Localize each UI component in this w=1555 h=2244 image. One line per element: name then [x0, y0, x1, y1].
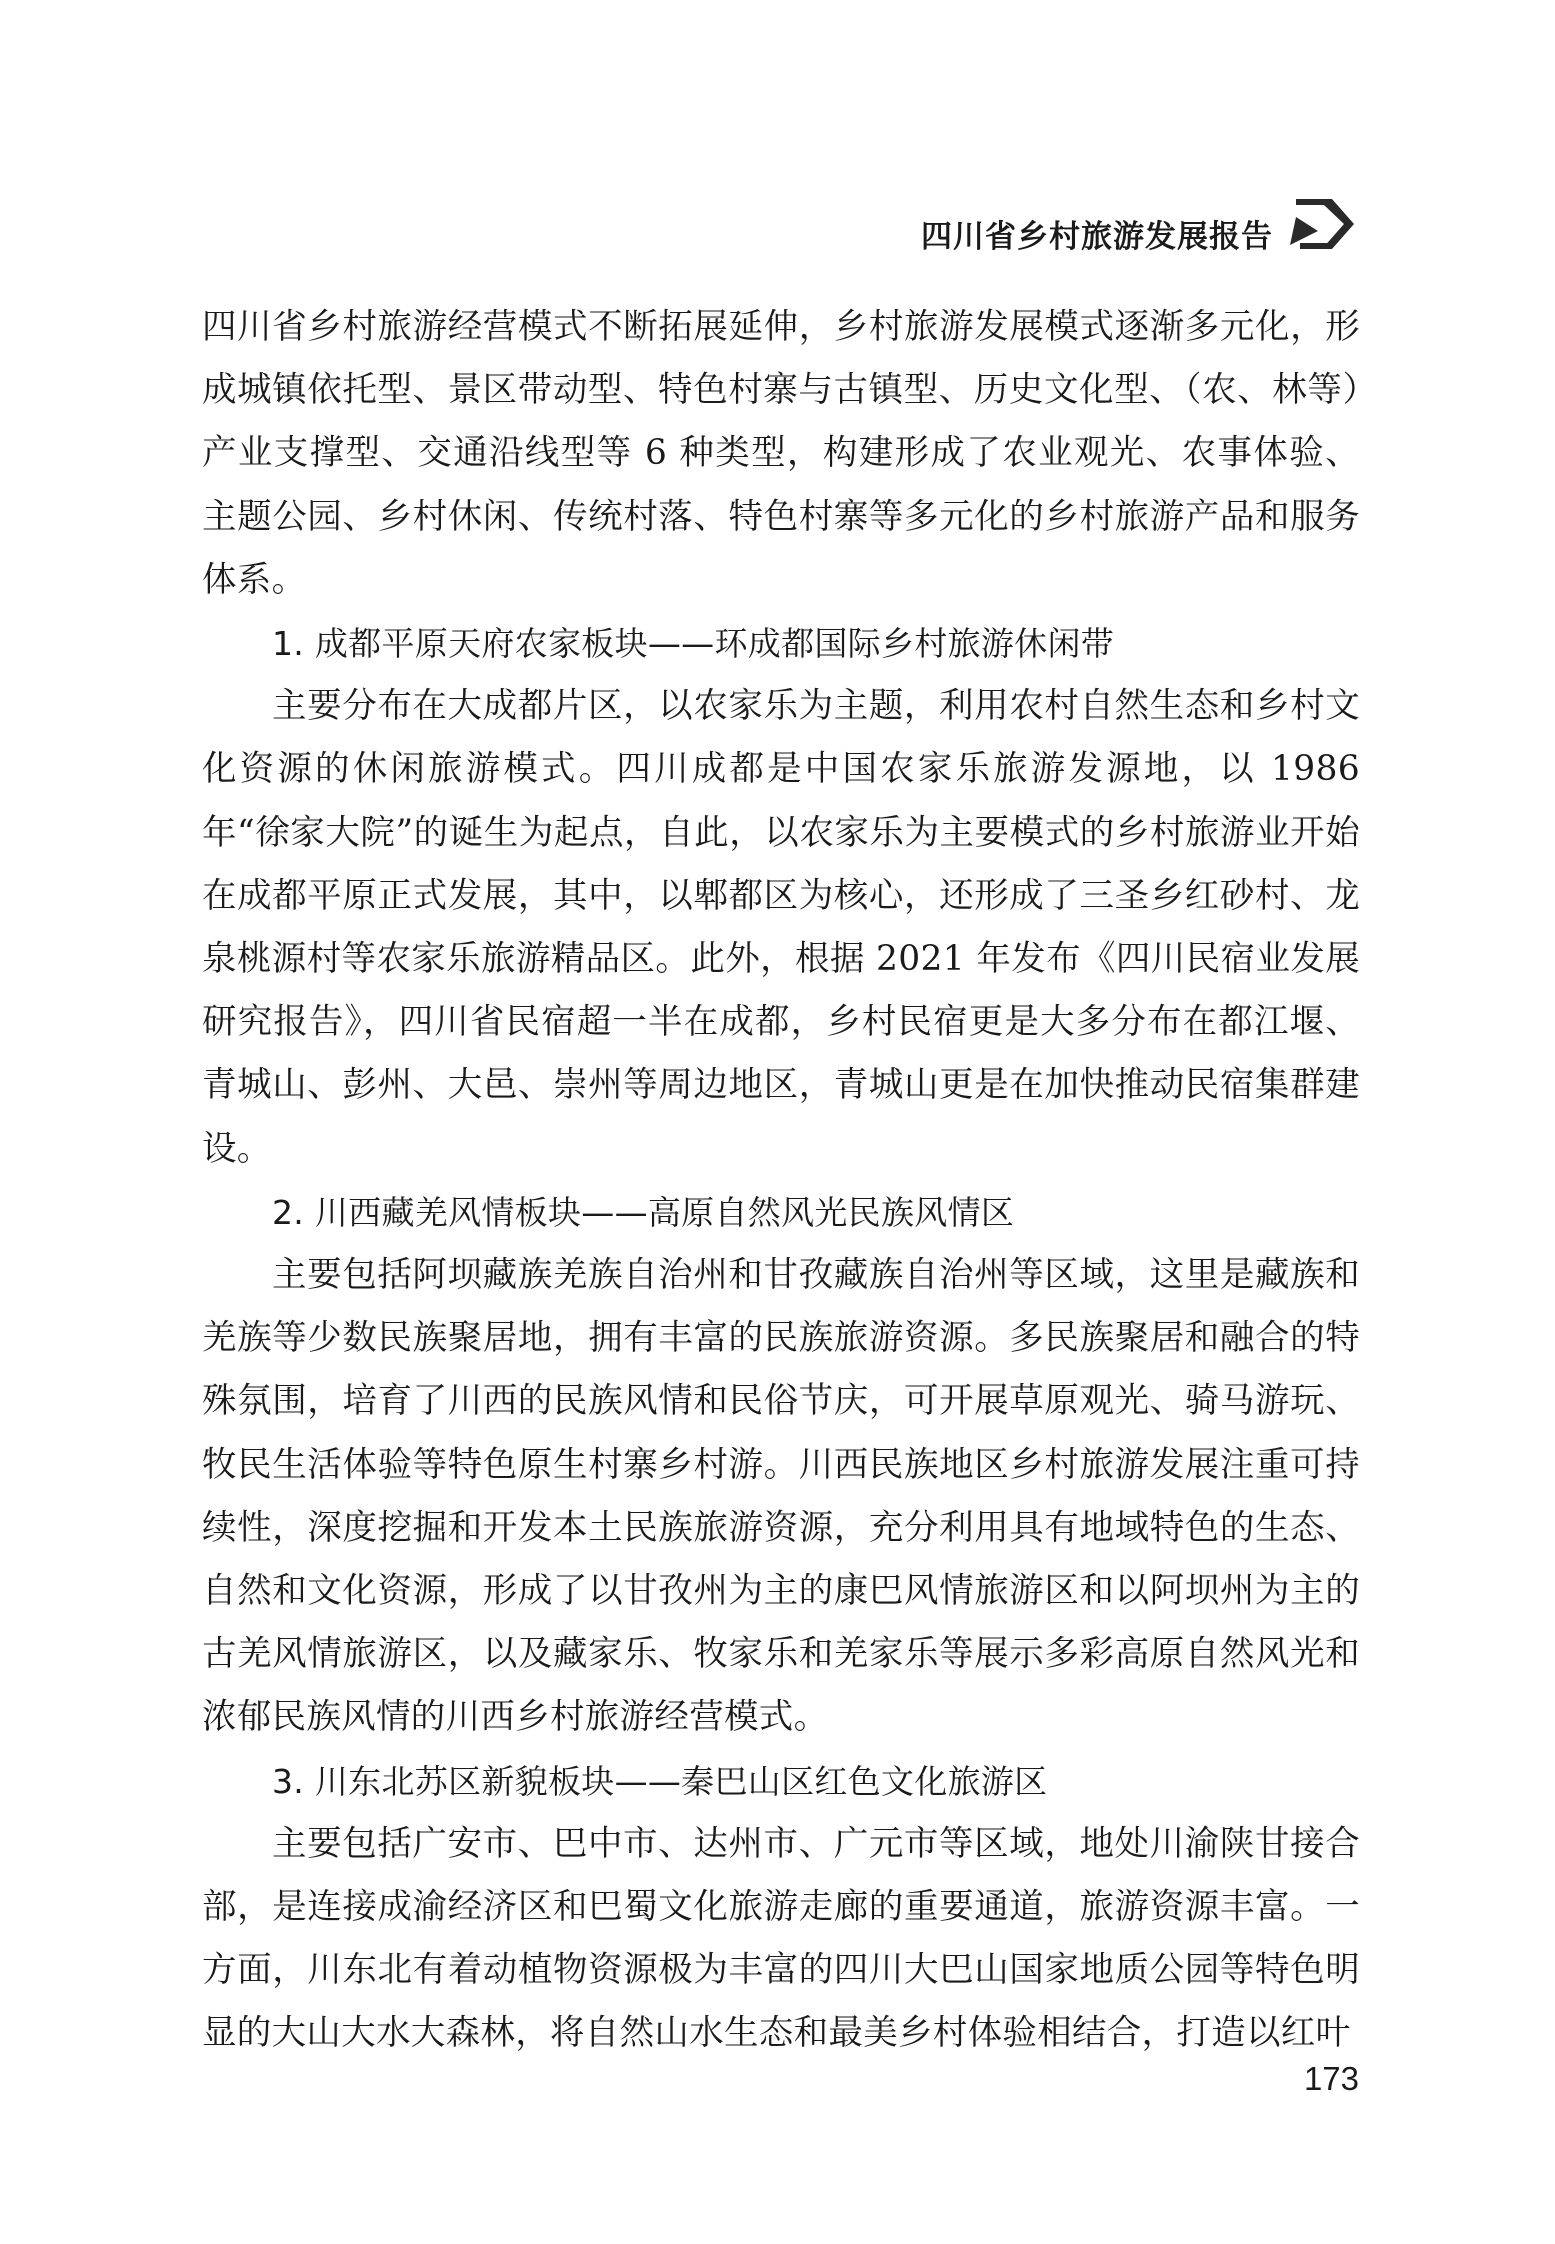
body-paragraph: 主要包括广安市、巴中市、达州市、广元市等区域，地处川渝陕甘接合部，是连接成渝经济区和巴蜀文化旅游走廊的重要通道，旅游资源丰富。一方面，川东北有着动植物资源极为丰富的四川大巴山国家地质公园等特色明显的大山大水大森林，将自然山水生态和最美乡村体验相结合，打造以红叶	[202, 1823, 1360, 2054]
running-header-title: 四川省乡村旅游发展报告	[921, 219, 1273, 255]
chevron-bracket-icon	[1290, 195, 1362, 253]
body-text	[202, 296, 1360, 2066]
section-heading: 2. 川西藏羌风情板块——高原自然风光民族风情区	[272, 1192, 1015, 1232]
body-paragraph: 四川省乡村旅游经营模式不断拓展延伸，乡村旅游发展模式逐渐多元化，形成城镇依托型、景区带动型、特色村寨与古镇型、历史文化型、（农、林等）产业支撑型、交通沿线型等 6 种类型，构建形成了农业观光、农事体验、主题公园、乡村休闲、传统村落、特色村寨等多元化的乡村旅游产品和服务体系。	[202, 307, 1360, 600]
body-paragraph: 主要分布在大成都片区，以农家乐为主题，利用农村自然生态和乡村文化资源的休闲旅游模式。四川成都是中国农家乐旅游发源地，以 1986 年“徐家大院”的诞生为起点，自此，以农家乐为主要模式的乡村旅游业开始在成都平原正式发展，其中，以郫都区为核心，还形成了三圣乡红砂村、龙泉桃源村等农家乐旅游精品区。此外，根据 2021 年发布《四川民宿业发展研究报告》，四川省民宿超一半在成都，乡村民宿更是大多分布在都江堰、青城山、彭州、大邑、崇州等周边地区，青城山更是在加快推动民宿集群建设。	[202, 686, 1360, 1169]
running-header	[0, 195, 1555, 255]
page-number: 173	[1303, 2060, 1359, 2097]
body-paragraph: 主要包括阿坝藏族羌族自治州和甘孜藏族自治州等区域，这里是藏族和羌族等少数民族聚居地，拥有丰富的民族旅游资源。多民族聚居和融合的特殊氛围，培育了川西的民族风情和民俗节庆，可开展草原观光、骑马游玩、牧民生活体验等特色原生村寨乡村游。川西民族地区乡村旅游发展注重可持续性，深度挖掘和开发本土民族旅游资源，充分利用具有地域特色的生态、自然和文化资源，形成了以甘孜州为主的康巴风情旅游区和以阿坝州为主的古羌风情旅游区，以及藏家乐、牧家乐和羌家乐等展示多彩高原自然风光和浓郁民族风情的川西乡村旅游经营模式。	[202, 1255, 1360, 1738]
section-heading: 1. 成都平原天府农家板块——环成都国际乡村旅游休闲带	[272, 624, 1115, 664]
section-heading: 3. 川东北苏区新貌板块——秦巴山区红色文化旅游区	[272, 1761, 1048, 1801]
